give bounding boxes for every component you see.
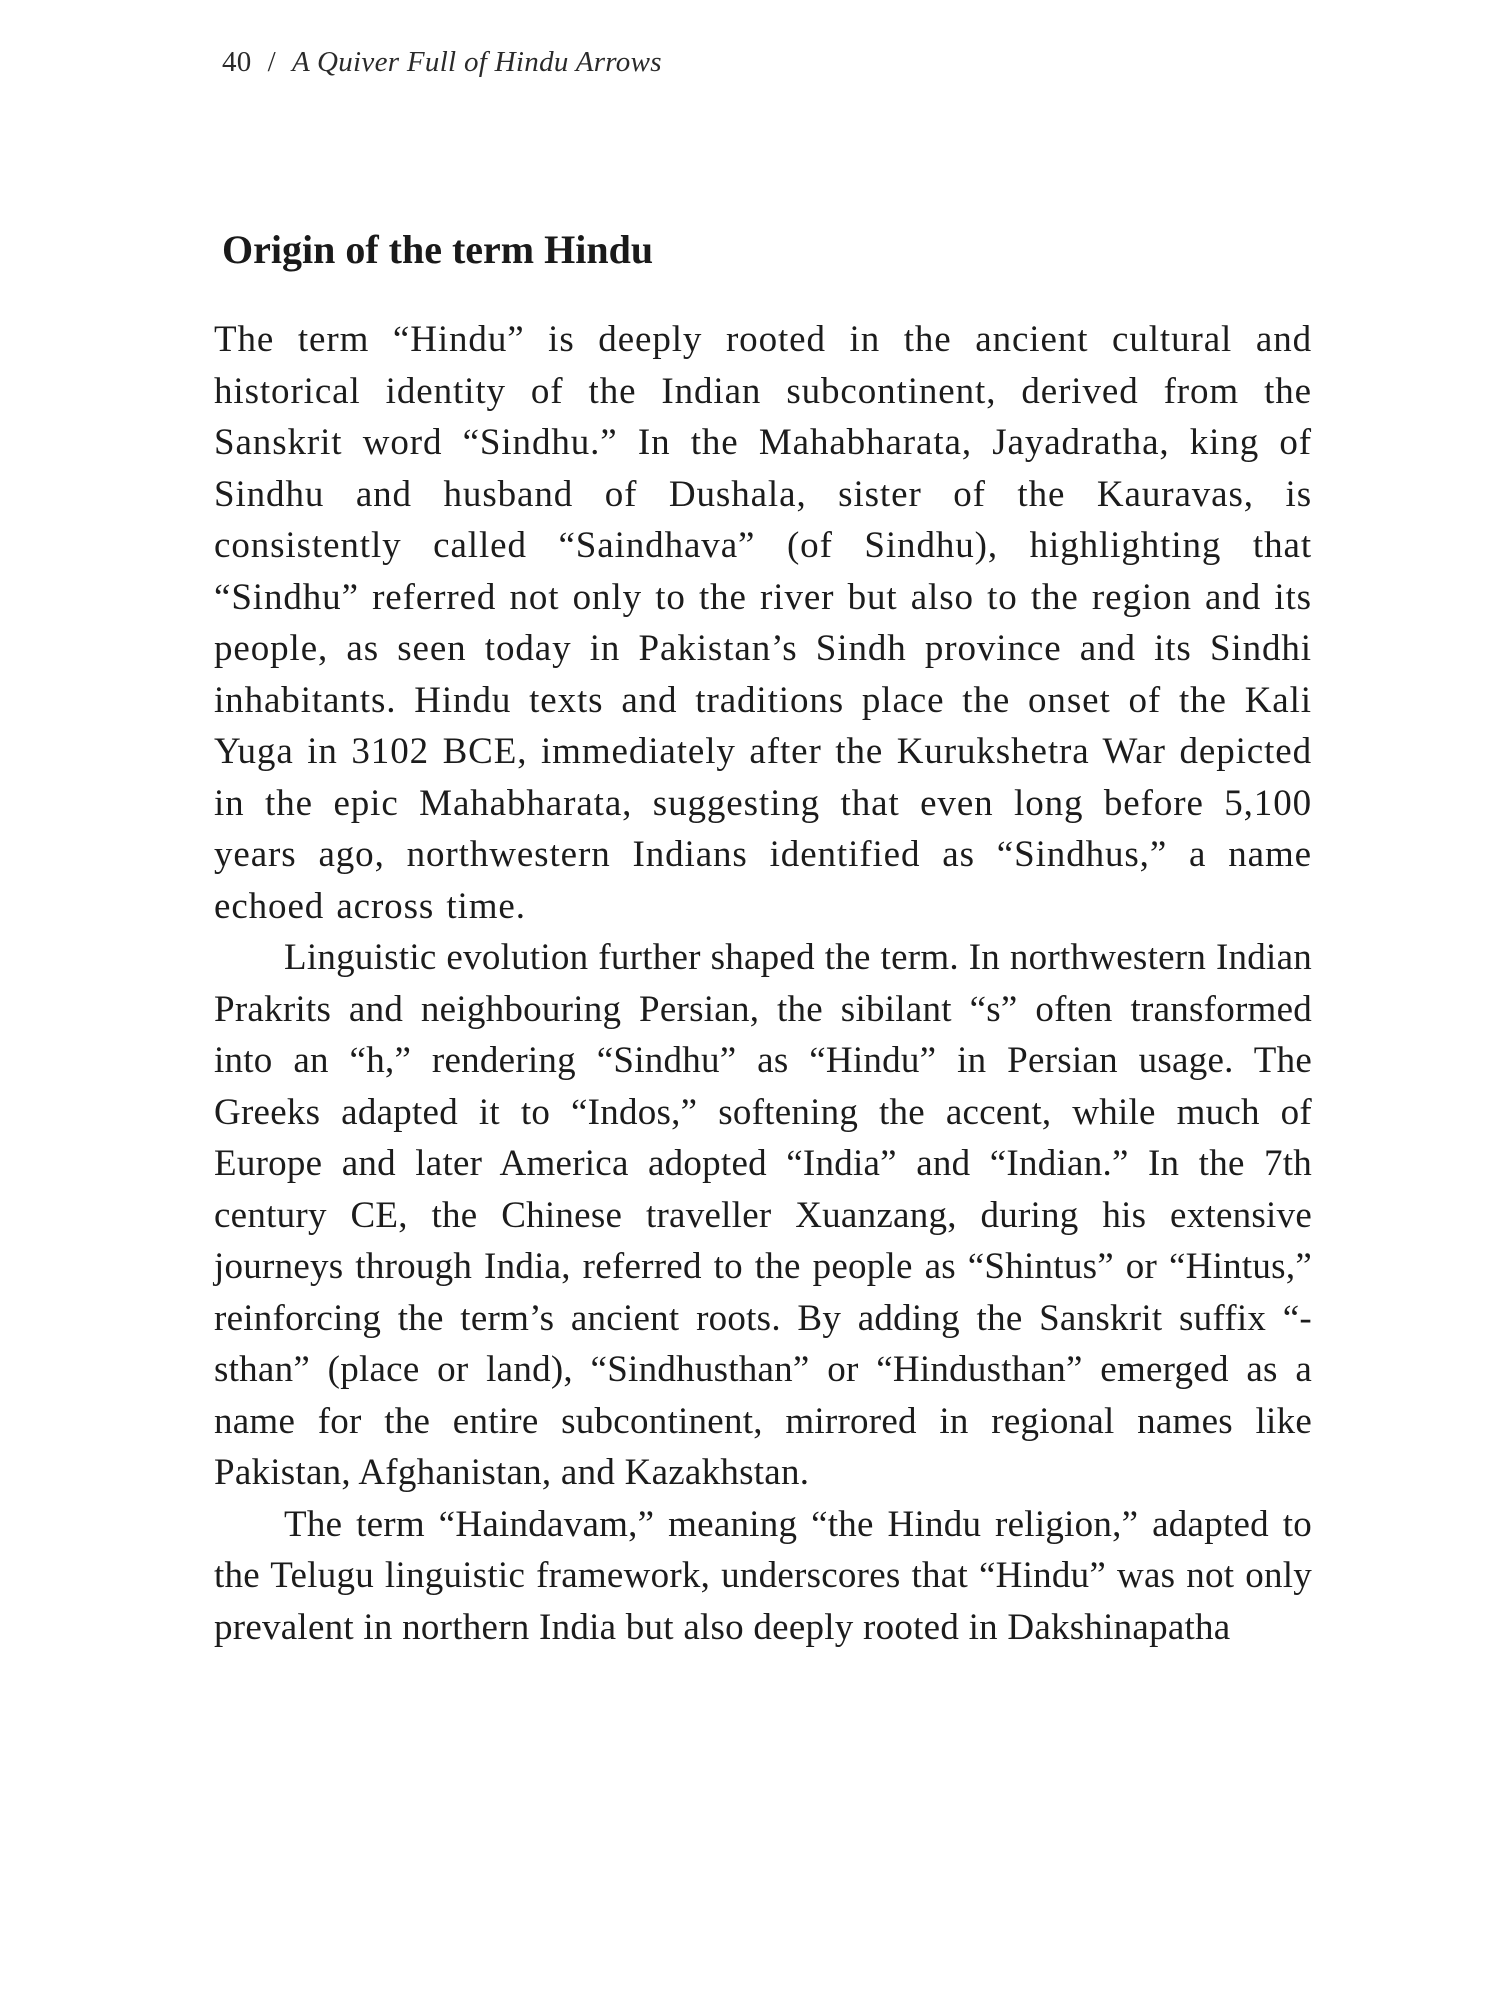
running-head [222, 40, 662, 84]
paragraph-linguistic-evolution: Linguistic evolution further shaped the term. In northwestern Indian Prakrits and neighbouring Persian, the sibilant “s” often transformed into an “h,” rendering “Sindhu” as “Hindu” in Persian usage. The Greeks adapted it to “Indos,” softening the accent, while much of Europe and later America adopted “India” and “Indian.” In the 7th century CE, the Chinese traveller Xuanzang, during his extensive journeys through India, referred to the people as “Shintus” or “Hintus,” reinforcing the term’s ancient roots. By adding the Sanskrit suffix “-sthan” (place or land), “Sindhusthan” or “Hindusthan” emerged as a name for the entire subcontinent, mirrored in regional names like Pakistan, Afghanistan, and Kazakhstan. [214, 937, 1312, 1493]
paragraph-origin: The term “Hindu” is deeply rooted in the ancient cultural and historical identity of the Indian subcontinent, derived from the Sanskrit word “Sindhu.” In the Mahabharata, Jayadratha, king of Sindhu and husband of Dushala, sister of the Kauravas, is consistently called “Saindhava” (of Sindhu), highlighting that “Sindhu” referred not only to the river but also to the region and its people, as seen today in Pakistan’s Sindh province and its Sindhi inhabitants. Hindu texts and traditions place the onset of the Kali Yuga in 3102 BCE, immediately after the Kurukshetra War depicted in the epic Mahabharata, suggesting that even long before 5,100 years ago, northwestern Indians identified as “Sindhus,” a name echoed across time. [214, 319, 1312, 927]
section-heading: Origin of the term Hindu [222, 227, 654, 272]
paragraph-haindavam: The term “Haindavam,” meaning “the Hindu religion,” adapted to the Telugu linguistic framework, underscores that “Hindu” was not only prevalent in northern India but also deeply rooted in Dakshinapatha [214, 1503, 1312, 1648]
body-text [214, 314, 1312, 1653]
running-head-separator: / [267, 46, 276, 78]
page-number: 40 [222, 46, 252, 78]
book-title: A Quiver Full of Hindu Arrows [291, 46, 662, 78]
